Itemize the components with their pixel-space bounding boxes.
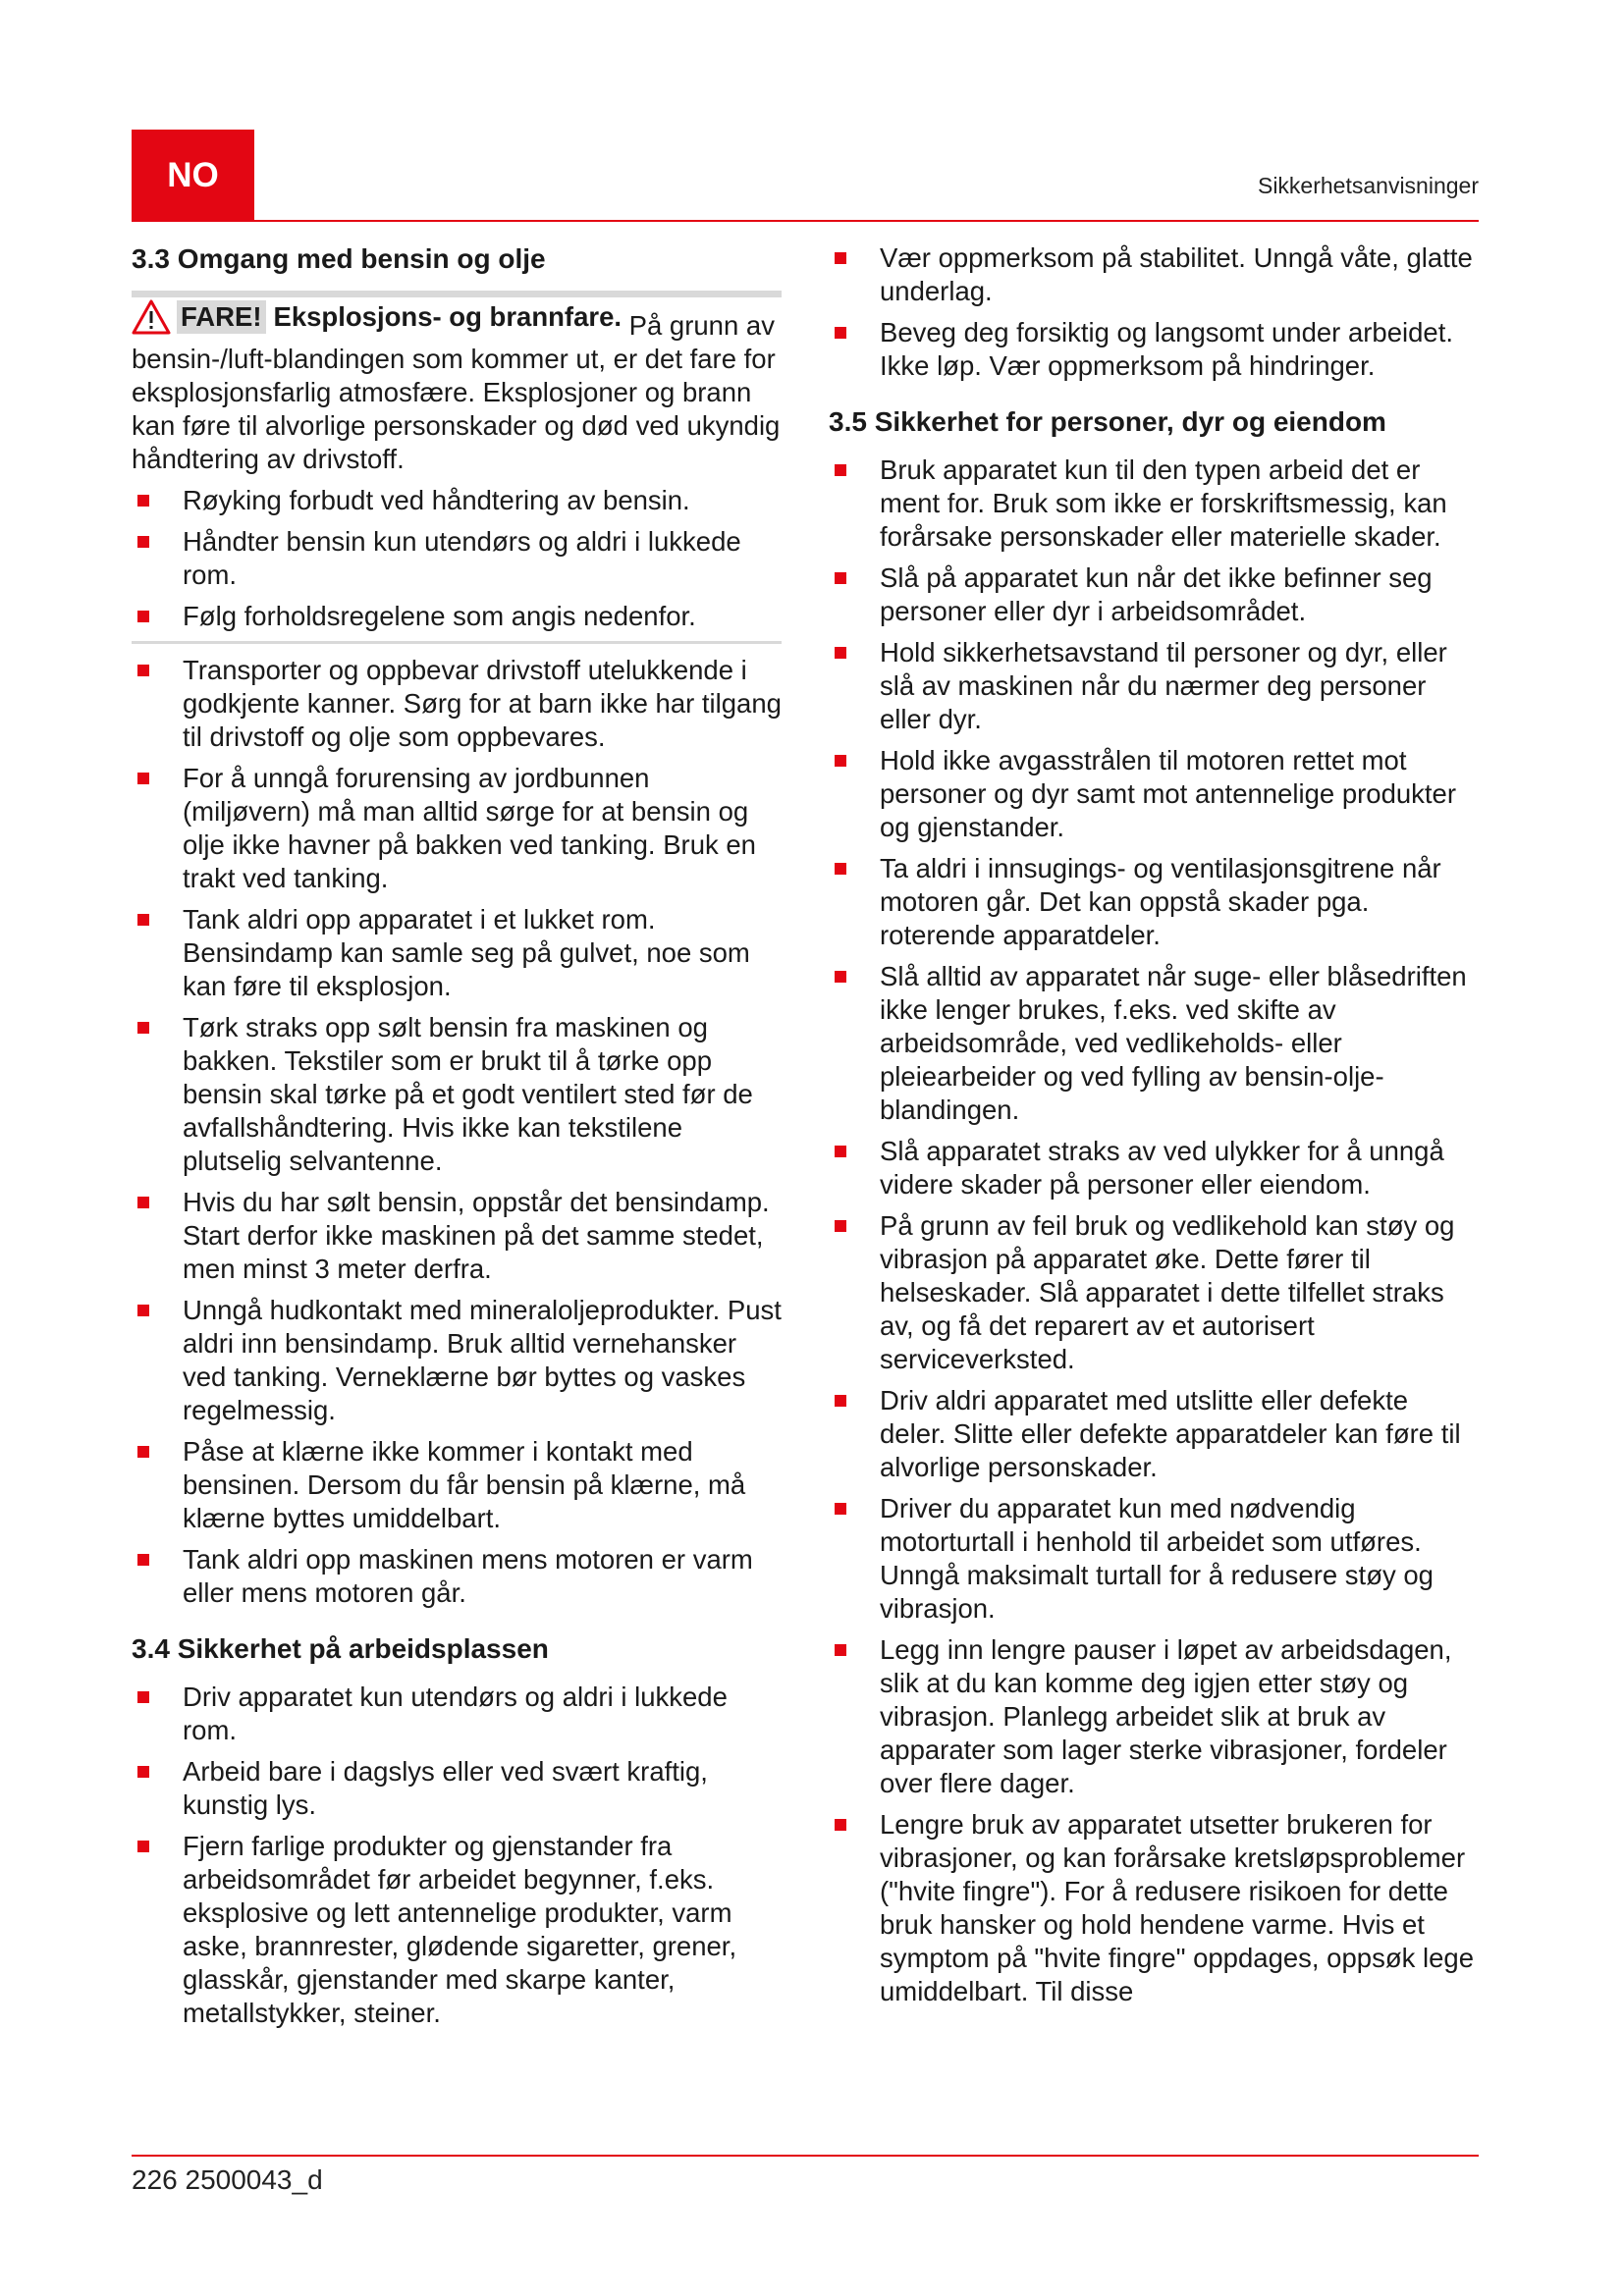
list-item bbox=[829, 744, 1479, 844]
footer-divider bbox=[132, 2155, 1479, 2157]
danger-box-bottom-rule bbox=[132, 641, 782, 644]
bullet-marker bbox=[835, 647, 846, 659]
list-item bbox=[829, 852, 1479, 952]
list-item-text: Vær oppmerksom på stabilitet. Unngå våte, glatte underlag. bbox=[880, 242, 1473, 306]
list-item bbox=[829, 316, 1479, 383]
danger-notice bbox=[132, 291, 782, 476]
list-item bbox=[829, 561, 1479, 628]
list-item-text: Følg forholdsregelene som angis nedenfor. bbox=[183, 601, 696, 631]
list-item bbox=[829, 1135, 1479, 1201]
list-item bbox=[132, 1435, 782, 1535]
warning-triangle-icon bbox=[132, 299, 171, 335]
section-heading-3-4: 3.4 Sikkerhet på arbeidsplassen bbox=[132, 1633, 549, 1664]
list-item-text: Driver du apparatet kun med nødvendig motorturtall i henhold til arbeidet som utføres. Unngå maksimalt turtall for å redusere støy og vibrasjon. bbox=[880, 1493, 1434, 1624]
bullet-marker bbox=[835, 252, 846, 264]
list-item bbox=[132, 762, 782, 895]
list-item bbox=[132, 1681, 782, 1747]
bullet-marker bbox=[835, 572, 846, 584]
danger-heading bbox=[132, 299, 622, 335]
bullet-marker bbox=[835, 327, 846, 339]
list-item bbox=[132, 1755, 782, 1822]
list-item-text: Tank aldri opp apparatet i et lukket rom. Bensindamp kan samle seg på gulvet, noe som kan føre til eksplosjon. bbox=[183, 904, 750, 1001]
bullet-marker bbox=[137, 1691, 149, 1703]
bullet-marker bbox=[137, 1766, 149, 1778]
right-column bbox=[829, 241, 1479, 2016]
bullet-marker bbox=[835, 1146, 846, 1157]
list-item-text: Slå på apparatet kun når det ikke befinner seg personer eller dyr i arbeidsområdet. bbox=[880, 562, 1433, 626]
list-item-text: Slå apparatet straks av ved ulykker for å unngå videre skader på personer eller eiendom. bbox=[880, 1136, 1444, 1200]
list-item bbox=[829, 454, 1479, 554]
language-badge: NO bbox=[132, 130, 254, 221]
list-item bbox=[132, 903, 782, 1003]
list-item-text: Driv apparatet kun utendørs og aldri i lukkede rom. bbox=[183, 1682, 728, 1745]
list-item-text: Slå alltid av apparatet når suge- eller blåsedriften ikke lenger brukes, f.eks. ved skifte av arbeidsområde, ved vedlikeholds- eller pleiearbeider og ved fylling av bensin-olje-blandingen. bbox=[880, 961, 1467, 1125]
bullet-marker bbox=[835, 1220, 846, 1232]
list-item bbox=[829, 1209, 1479, 1376]
list-item-text: Hvis du har sølt bensin, oppstår det bensindamp. Start derfor ikke maskinen på det samme stedet, men minst 3 meter derfra. bbox=[183, 1187, 770, 1284]
bullet-marker bbox=[137, 1022, 149, 1034]
list-item bbox=[829, 1492, 1479, 1626]
list-item bbox=[829, 636, 1479, 736]
bullet-marker bbox=[137, 773, 149, 784]
list-item-text: Beveg deg forsiktig og langsomt under arbeidet. Ikke løp. Vær oppmerksom på hindringer. bbox=[880, 317, 1453, 381]
list-item bbox=[132, 654, 782, 754]
list-item-text: Hold sikkerhetsavstand til personer og dyr, eller slå av maskinen når du nærmer deg personer eller dyr. bbox=[880, 637, 1447, 734]
section-heading-3-5: 3.5 Sikkerhet for personer, dyr og eiendom bbox=[829, 406, 1386, 437]
danger-box-list bbox=[132, 484, 782, 633]
bullet-marker bbox=[137, 1197, 149, 1208]
section-heading-3-3: 3.3 Omgang med bensin og olje bbox=[132, 243, 546, 274]
bullet-marker bbox=[137, 1841, 149, 1852]
bullet-marker bbox=[137, 611, 149, 622]
danger-title: Eksplosjons- og brannfare. bbox=[273, 301, 623, 332]
bullet-marker bbox=[835, 863, 846, 875]
list-item bbox=[132, 1186, 782, 1286]
bullet-marker bbox=[137, 914, 149, 926]
list-item bbox=[829, 960, 1479, 1127]
list-item-text: Tørk straks opp sølt bensin fra maskinen og bakken. Tekstiler som er brukt til å tørke opp bensin skal tørke på et godt ventilert sted før de avfallshåndtering. Hvis ikke kan tekstilene plutselig selvantenne. bbox=[183, 1012, 753, 1176]
list-item-text: Bruk apparatet kun til den typen arbeid det er ment for. Bruk som ikke er forskriftsmessig, kan forårsake personskader eller materielle skader. bbox=[880, 454, 1447, 552]
bullet-marker bbox=[835, 464, 846, 476]
list-item-text: Ta aldri i innsugings- og ventilasjonsgitrene når motoren går. Det kan oppstå skader pga. roterende apparatdeler. bbox=[880, 853, 1441, 950]
bullet-marker bbox=[137, 1554, 149, 1566]
list-item-text: For å unngå forurensing av jordbunnen (miljøvern) må man alltid sørge for at bensin og olje ikke havner på bakken ved tanking. Bruk en trakt ved tanking. bbox=[183, 763, 756, 893]
list-item bbox=[132, 1011, 782, 1178]
list-item-text: Tank aldri opp maskinen mens motoren er varm eller mens motoren går. bbox=[183, 1544, 753, 1608]
list-item bbox=[829, 241, 1479, 308]
list-item-text: Driv aldri apparatet med utslitte eller defekte deler. Slitte eller defekte apparatdeler kan føre til alvorlige personskader. bbox=[880, 1385, 1461, 1482]
bullet-marker bbox=[835, 755, 846, 767]
bullet-marker bbox=[137, 495, 149, 507]
danger-label: FARE! bbox=[177, 300, 266, 334]
list-item bbox=[132, 484, 782, 517]
bullet-marker bbox=[835, 971, 846, 983]
list-item-text: Fjern farlige produkter og gjenstander fra arbeidsområdet før arbeidet begynner, f.eks. eksplosive og lett antennelige produkter, varm aske, brannrester, glødende sigaretter, grener, glasskår, gjenstander med skarpe kanter, metallstykker, steiner. bbox=[183, 1831, 737, 2028]
header-divider bbox=[132, 220, 1479, 222]
section-3-4-list bbox=[132, 1681, 782, 2030]
list-item-text: Påse at klærne ikke kommer i kontakt med bensinen. Dersom du får bensin på klærne, må klærne byttes umiddelbart. bbox=[183, 1436, 746, 1533]
list-item bbox=[829, 1384, 1479, 1484]
list-item-text: Transporter og oppbevar drivstoff utelukkende i godkjente kanner. Sørg for at barn ikke har tilgang til drivstoff og olje som oppbevares. bbox=[183, 655, 782, 752]
section-3-5-list bbox=[829, 454, 1479, 2008]
bullet-marker bbox=[137, 536, 149, 548]
bullet-marker bbox=[835, 1819, 846, 1831]
list-item bbox=[829, 1808, 1479, 2008]
list-item-text: Legg inn lengre pauser i løpet av arbeidsdagen, slik at du kan komme deg igjen etter støy og vibrasjon. Planlegg arbeidet slik at bruk av apparater som lager sterke vibrasjoner, fordeler over flere dager. bbox=[880, 1634, 1452, 1798]
left-column bbox=[132, 241, 782, 2038]
list-item-text: Hold ikke avgasstrålen til motoren rettet mot personer og dyr samt mot antennelige produkter og gjenstander. bbox=[880, 745, 1456, 842]
bullet-marker bbox=[137, 1446, 149, 1458]
list-item bbox=[132, 1294, 782, 1427]
bullet-marker bbox=[835, 1395, 846, 1407]
section-3-4-continued-list bbox=[829, 241, 1479, 383]
list-item-text: Røyking forbudt ved håndtering av bensin. bbox=[183, 485, 690, 515]
list-item bbox=[132, 1830, 782, 2030]
bullet-marker bbox=[835, 1644, 846, 1656]
bullet-marker bbox=[835, 1503, 846, 1515]
section-3-3-list bbox=[132, 654, 782, 1610]
danger-text-block bbox=[132, 297, 782, 476]
list-item bbox=[132, 1543, 782, 1610]
list-item-text: På grunn av feil bruk og vedlikehold kan støy og vibrasjon på apparatet øke. Dette fører til helseskader. Slå apparatet i dette tilfellet straks av, og få det reparert av et autorisert serviceverksted. bbox=[880, 1210, 1455, 1374]
list-item bbox=[132, 600, 782, 633]
bullet-marker bbox=[137, 1305, 149, 1316]
list-item bbox=[829, 1633, 1479, 1800]
danger-description: På grunn av bensin-/luft-blandingen som kommer ut, er det fare for eksplosjonsfarlig atmosfære. Eksplosjoner og brann kan føre til alvorlige personskader og død ved ukyndig håndtering av drivstoff. bbox=[132, 310, 781, 474]
bullet-marker bbox=[137, 665, 149, 676]
list-item-text: Arbeid bare i dagslys eller ved svært kraftig, kunstig lys. bbox=[183, 1756, 708, 1820]
list-item-text: Unngå hudkontakt med mineraloljeprodukter. Pust aldri inn bensindamp. Bruk alltid vernehansker ved tanking. Verneklærne bør byttes og vaskes regelmessig. bbox=[183, 1295, 782, 1425]
list-item-text: Håndter bensin kun utendørs og aldri i lukkede rom. bbox=[183, 526, 741, 590]
page-number: 226 2500043_d bbox=[132, 2164, 323, 2195]
page-section-title: Sikkerhetsanvisninger bbox=[1257, 173, 1479, 198]
list-item bbox=[132, 525, 782, 592]
list-item-text: Lengre bruk av apparatet utsetter brukeren for vibrasjoner, og kan forårsake kretsløpsproblemer ("hvite fingre"). For å redusere risikoen for dette bruk hansker og hold hendene varme. Hvis et symptom på "hvite fingre" oppdages, oppsøk lege umiddelbart. Til disse bbox=[880, 1809, 1474, 2006]
